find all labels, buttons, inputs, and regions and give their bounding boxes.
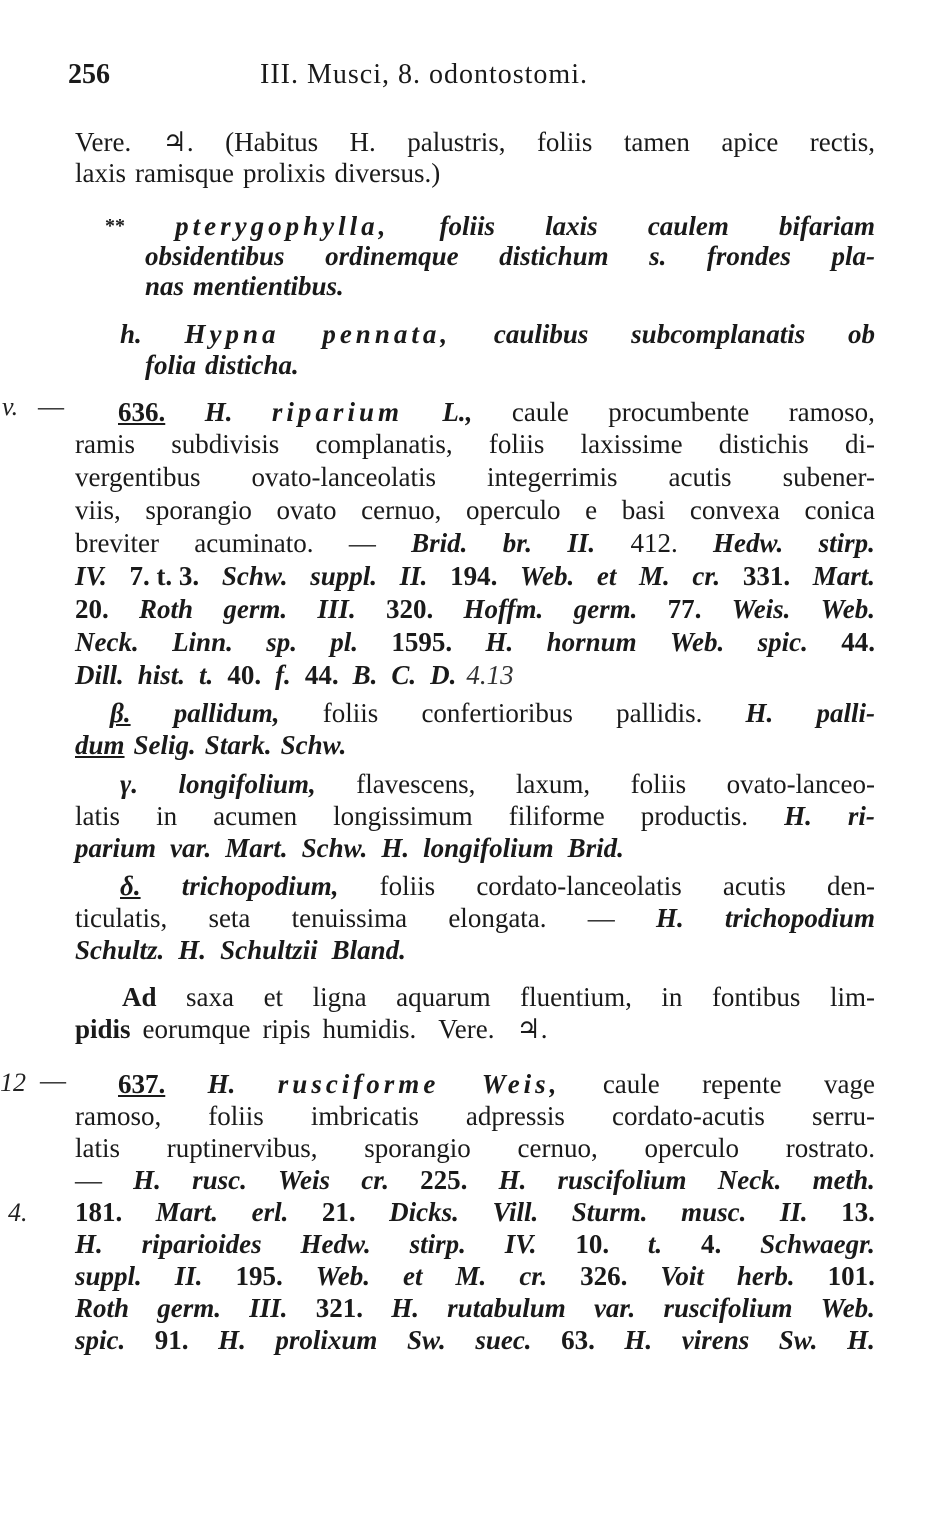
text-line: latis ruptinervibus, sporangio cernuo, operculo rostrato. <box>75 1133 875 1163</box>
margin-note-12: 12 <box>0 1068 26 1097</box>
text-line: pidis eorumque ripis humidis. Vere. ♃. <box>75 1014 548 1044</box>
text-line: spic. 91. H. prolixum Sw. suec. 63. H. virens Sw. H. <box>75 1325 875 1355</box>
text-line: ramoso, foliis imbricatis adpressis cordato-acutis serru- <box>75 1101 875 1131</box>
text-line: Ad saxa et ligna aquarum fluentium, in fontibus lim- <box>122 982 875 1012</box>
text-line: Dill. hist. t. 40. f. 44. B. C. D. 4.13 <box>75 660 514 690</box>
text-line: — H. rusc. Weis cr. 225. H. ruscifolium Neck. meth. <box>75 1165 875 1195</box>
text-line: 636. H. riparium L., caule procumbente ramoso, <box>118 397 875 427</box>
text-line: nas mentientibus. <box>145 271 344 301</box>
running-title: III. Musci, 8. odontostomi. <box>260 59 588 90</box>
text-line: latis in acumen longissimum filiforme productis. H. ri- <box>75 801 875 831</box>
text-line: dum Selig. Stark. Schw. <box>75 730 347 760</box>
text-line: 181. Mart. erl. 21. Dicks. Vill. Sturm. musc. II. 13. <box>75 1197 875 1227</box>
margin-dash-637: — <box>40 1066 66 1095</box>
margin-dash-636: — <box>38 392 64 421</box>
text-line: Vere. ♃. (Habitus H. palustris, foliis tamen apice rectis, <box>75 127 875 157</box>
page-header <box>68 58 868 92</box>
text-line: Neck. Linn. sp. pl. 1595. H. hornum Web. spic. 44. <box>75 627 875 657</box>
text-line: laxis ramisque prolixis diversus.) <box>75 158 441 188</box>
text-line: H. riparioides Hedw. stirp. IV. 10. t. 4. Schwaegr. <box>75 1229 875 1259</box>
text-line: obsidentibus ordinemque distichum s. frondes pla- <box>145 241 875 271</box>
margin-note-4: 4. <box>8 1198 28 1227</box>
text-line: parium var. Mart. Schw. H. longifolium Brid. <box>75 833 624 863</box>
text-line: ramis subdivisis complanatis, foliis laxissime distichis di- <box>75 429 875 459</box>
text-line: suppl. II. 195. Web. et M. cr. 326. Voit herb. 101. <box>75 1261 875 1291</box>
text-line: δ. trichopodium, foliis cordato-lanceolatis acutis den- <box>120 871 875 901</box>
margin-v-mark: v. <box>2 392 19 421</box>
text-line: 20. Roth germ. III. 320. Hoffm. germ. 77. Weis. Web. <box>75 594 875 624</box>
text-line: Schultz. H. Schultzii Bland. <box>75 935 406 965</box>
page-number: 256 <box>68 59 110 90</box>
text-line: viis, sporangio ovato cernuo, operculo e basi convexa conica <box>75 495 875 525</box>
text-line: h. Hypna pennata, caulibus subcomplanatis ob <box>120 319 875 349</box>
text-line: γ. longifolium, flavescens, laxum, foliis ovato-lanceo- <box>120 769 875 799</box>
text-line: β. pallidum, foliis confertioribus pallidis. H. palli- <box>110 698 875 728</box>
text-line: IV. 7. t. 3. Schw. suppl. II. 194. Web. et M. cr. 331. Mart. <box>75 561 875 591</box>
text-line: ticulatis, seta tenuissima elongata. — H. trichopodium <box>75 903 875 933</box>
text-line: ** pterygophylla, foliis laxis caulem bifariam <box>105 211 875 241</box>
text-line: vergentibus ovato-lanceolatis integerrimis acutis subener- <box>75 462 875 492</box>
species-number-636: 636. <box>118 397 166 427</box>
species-number-637: 637. <box>118 1069 166 1099</box>
text-line: breviter acuminato. — Brid. br. II. 412. Hedw. stirp. <box>75 528 875 558</box>
perennial-symbol: ♃. <box>516 1014 548 1044</box>
text-line: Roth germ. III. 321. H. rutabulum var. ruscifolium Web. <box>75 1293 875 1323</box>
handwritten-note: 4.13 <box>466 660 514 690</box>
text-line: folia disticha. <box>145 350 299 380</box>
text-line: 637. H. rusciforme Weis, caule repente vage <box>118 1069 875 1099</box>
perennial-symbol: ♃. <box>162 127 194 157</box>
